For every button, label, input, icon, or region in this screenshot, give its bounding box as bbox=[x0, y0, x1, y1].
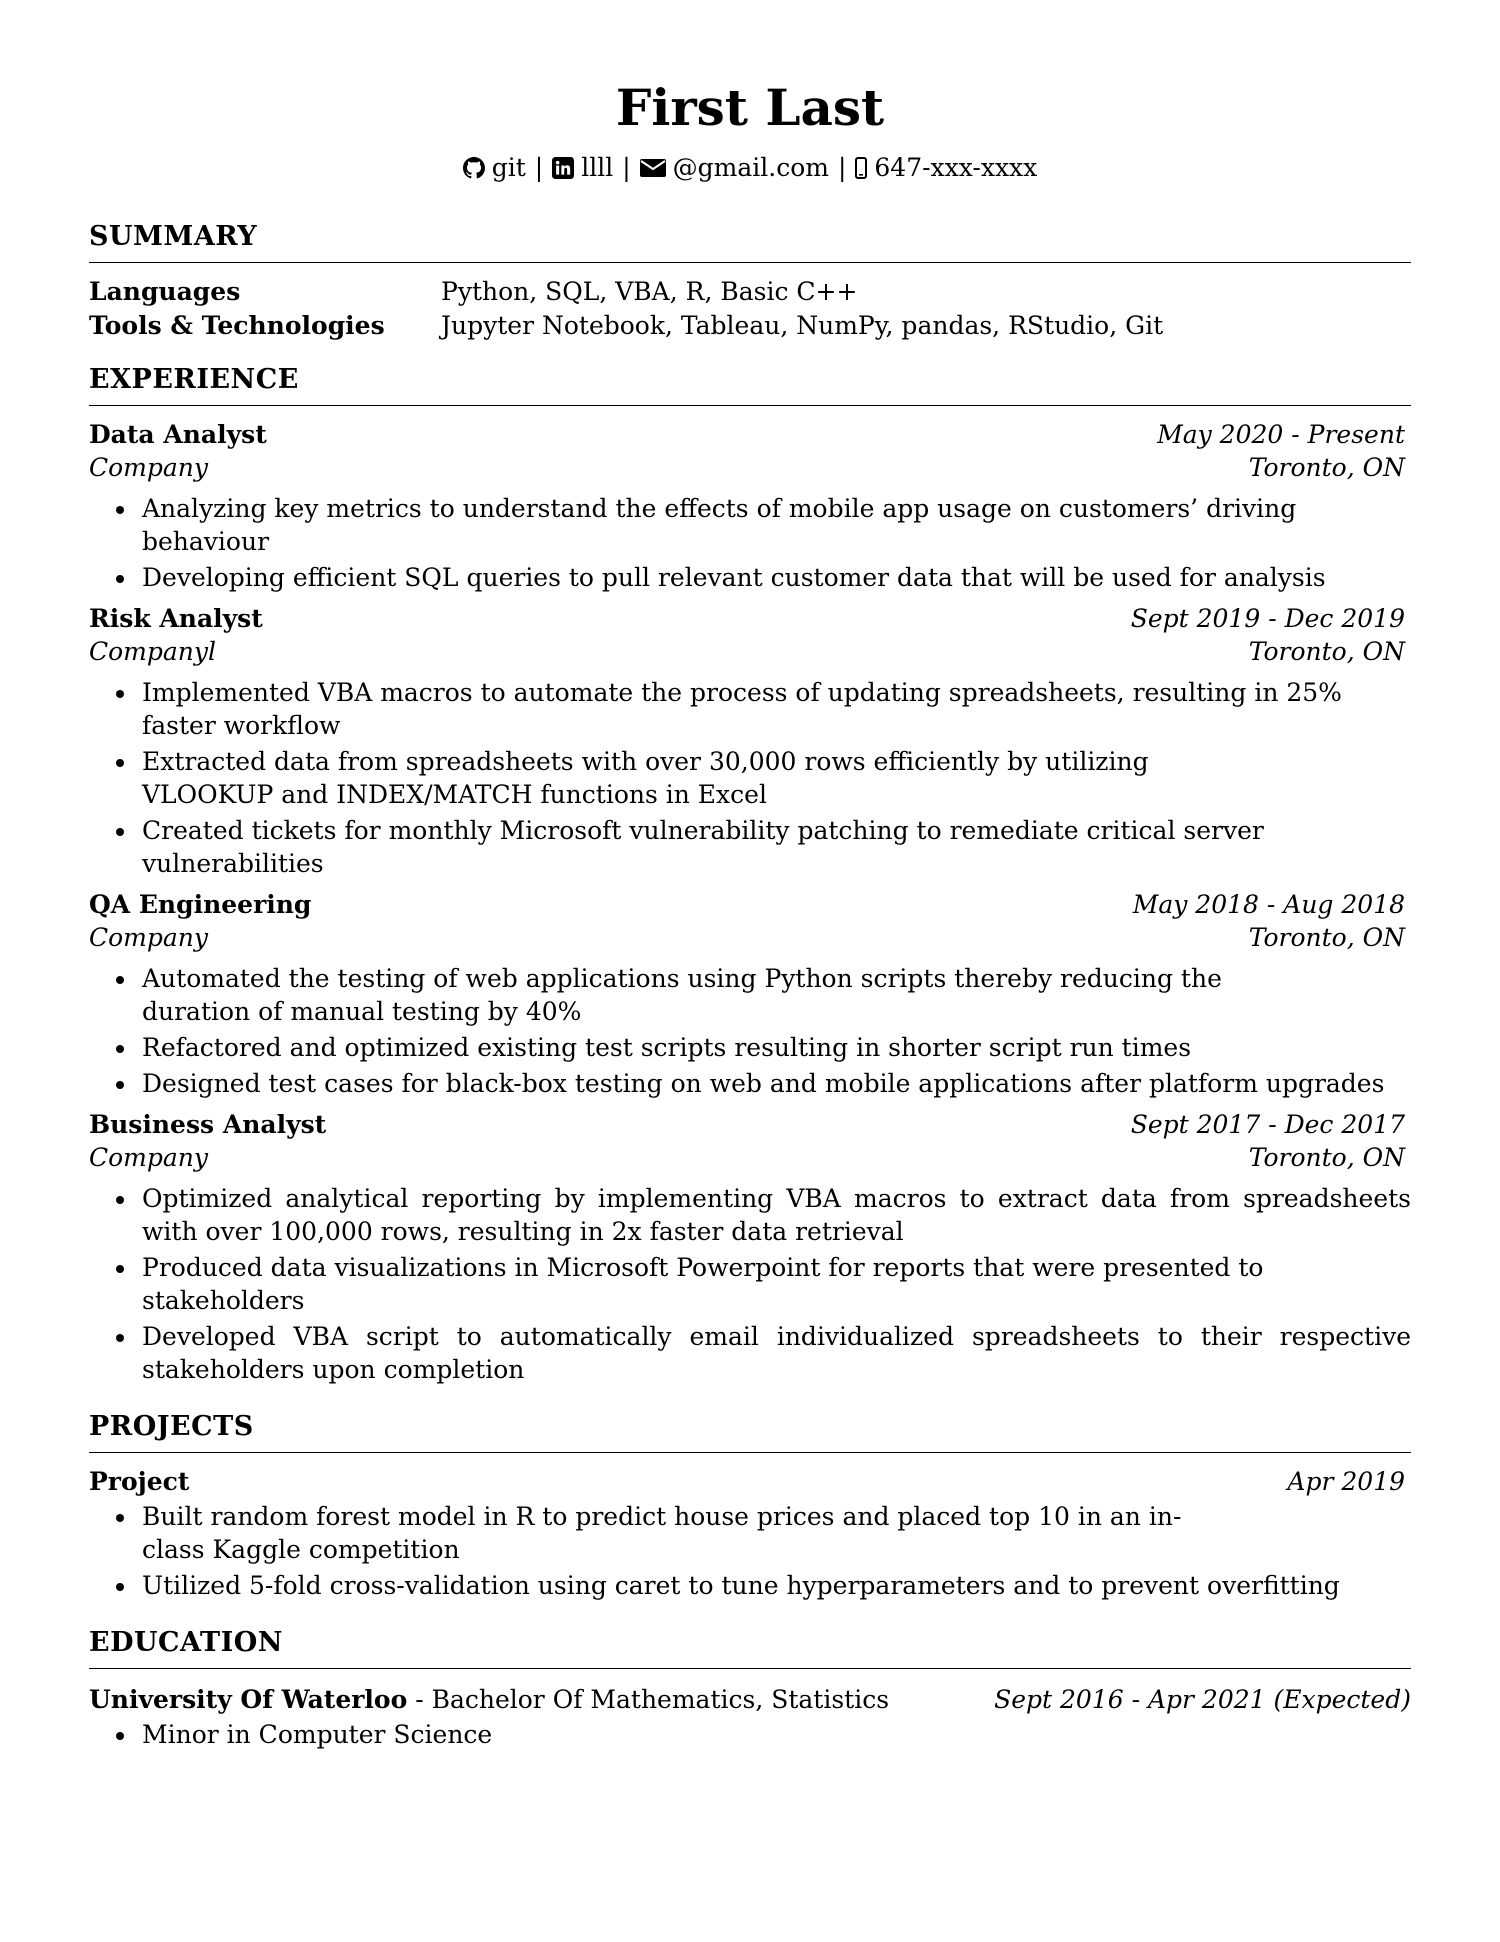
project-dates: Apr 2019 bbox=[1287, 1467, 1405, 1496]
summary-value: Python, SQL, VBA, R, Basic C++ bbox=[441, 277, 858, 306]
job-location: Toronto, ON bbox=[1248, 923, 1405, 952]
phone-text: 647-xxx-xxxx bbox=[874, 153, 1038, 182]
project-name: Project bbox=[89, 1467, 190, 1496]
github-text: git bbox=[491, 153, 526, 182]
section-divider bbox=[89, 262, 1411, 263]
school-name: University Of Waterloo bbox=[89, 1685, 408, 1714]
job-bullets bbox=[89, 492, 1411, 594]
bullet-item: Extracted data from spreadsheets with over 30,000 rows efficiently by utilizing VLOOKUP and INDEX/MATCH functions in Excel bbox=[89, 745, 1411, 811]
contact-linkedin[interactable] bbox=[552, 152, 613, 184]
job-title: Risk Analyst bbox=[89, 604, 263, 633]
job-location: Toronto, ON bbox=[1248, 637, 1405, 666]
section-title: EXPERIENCE bbox=[89, 364, 299, 395]
contact-line bbox=[89, 152, 1411, 184]
job-title: Data Analyst bbox=[89, 420, 267, 449]
bullet-item: Built random forest model in R to predict house prices and placed top 10 in an in-class Kaggle competition bbox=[89, 1500, 1411, 1566]
bullet-item: Created tickets for monthly Microsoft vulnerability patching to remediate critical server vulnerabilities bbox=[89, 814, 1411, 880]
education-bullets bbox=[89, 1718, 1411, 1751]
experience-section bbox=[89, 365, 1411, 1386]
linkedin-icon bbox=[552, 157, 574, 179]
job-company: Companyl bbox=[89, 637, 217, 666]
bullet-item: Optimized analytical reporting by implementing VBA macros to extract data from spreadsheets with over 100,000 rows, resulting in 2x faster data retrieval bbox=[89, 1182, 1411, 1248]
envelope-icon bbox=[640, 158, 666, 178]
bullet-item: Refactored and optimized existing test scripts resulting in shorter script run times bbox=[89, 1031, 1411, 1064]
projects-section bbox=[89, 1412, 1411, 1602]
resume-content bbox=[89, 70, 1411, 1754]
job-title: Business Analyst bbox=[89, 1110, 327, 1139]
job-company: Company bbox=[89, 1143, 209, 1172]
contact-github[interactable] bbox=[463, 152, 526, 184]
github-icon bbox=[463, 157, 485, 179]
project-entry bbox=[89, 1465, 1411, 1602]
bullet-item: Analyzing key metrics to understand the effects of mobile app usage on customers’ driving behaviour bbox=[89, 492, 1411, 558]
separator: | bbox=[622, 153, 631, 182]
job-bullets bbox=[89, 676, 1411, 880]
section-divider bbox=[89, 405, 1411, 406]
job-company: Company bbox=[89, 453, 209, 482]
separator: | bbox=[837, 153, 847, 182]
bullet-item: Automated the testing of web applications using Python scripts thereby reducing the duration of manual testing by 40% bbox=[89, 962, 1411, 1028]
job-location: Toronto, ON bbox=[1248, 1143, 1405, 1172]
job-company: Company bbox=[89, 923, 209, 952]
job-title: QA Engineering bbox=[89, 890, 312, 919]
section-divider bbox=[89, 1452, 1411, 1453]
email-text: @gmail.com bbox=[672, 153, 829, 182]
experience-entry bbox=[89, 1108, 1411, 1386]
mobile-phone-icon bbox=[855, 157, 867, 179]
summary-value: Jupyter Notebook, Tableau, NumPy, pandas, RStudio, Git bbox=[441, 311, 1164, 340]
bullet-item: Developing efficient SQL queries to pull relevant customer data that will be used for analysis bbox=[89, 561, 1411, 594]
experience-entry bbox=[89, 418, 1411, 594]
job-bullets bbox=[89, 1182, 1411, 1386]
summary-row bbox=[89, 275, 1411, 309]
degree-text: - Bachelor Of Mathematics, Statistics bbox=[407, 1685, 890, 1714]
education-section bbox=[89, 1628, 1411, 1751]
bullet-item: Minor in Computer Science bbox=[89, 1718, 1411, 1751]
education-dates: Sept 2016 - Apr 2021 (Expected) bbox=[994, 1685, 1411, 1714]
linkedin-text: llll bbox=[581, 153, 614, 182]
job-dates: Sept 2017 - Dec 2017 bbox=[1130, 1110, 1405, 1139]
separator: | bbox=[534, 153, 544, 182]
bullet-item: Developed VBA script to automatically email individualized spreadsheets to their respective stakeholders upon completion bbox=[89, 1320, 1411, 1386]
job-dates: Sept 2019 - Dec 2019 bbox=[1130, 604, 1405, 633]
contact-email[interactable] bbox=[640, 152, 829, 184]
job-dates: May 2018 - Aug 2018 bbox=[1132, 890, 1405, 919]
project-bullets bbox=[89, 1500, 1411, 1602]
section-title: PROJECTS bbox=[89, 1411, 254, 1442]
summary-label: Tools & Technologies bbox=[89, 311, 385, 340]
summary-label: Languages bbox=[89, 277, 241, 306]
bullet-item: Utilized 5-fold cross-validation using caret to tune hyperparameters and to prevent overfitting bbox=[89, 1569, 1411, 1602]
section-divider bbox=[89, 1668, 1411, 1669]
job-location: Toronto, ON bbox=[1248, 453, 1405, 482]
section-title: EDUCATION bbox=[89, 1627, 283, 1658]
summary-row bbox=[89, 309, 1411, 343]
bullet-item: Implemented VBA macros to automate the process of updating spreadsheets, resulting in 25% faster workflow bbox=[89, 676, 1411, 742]
summary-section bbox=[89, 222, 1411, 343]
experience-entry bbox=[89, 602, 1411, 880]
contact-phone[interactable] bbox=[855, 152, 1037, 184]
bullet-item: Produced data visualizations in Microsoft Powerpoint for reports that were presented to stakeholders bbox=[89, 1251, 1411, 1317]
section-title: SUMMARY bbox=[89, 221, 258, 252]
bullet-item: Designed test cases for black-box testing on web and mobile applications after platform upgrades bbox=[89, 1067, 1411, 1100]
experience-entry bbox=[89, 888, 1411, 1100]
job-dates: May 2020 - Present bbox=[1157, 420, 1405, 449]
candidate-name: First Last bbox=[615, 78, 885, 137]
job-bullets bbox=[89, 962, 1411, 1100]
education-entry bbox=[89, 1683, 1411, 1751]
